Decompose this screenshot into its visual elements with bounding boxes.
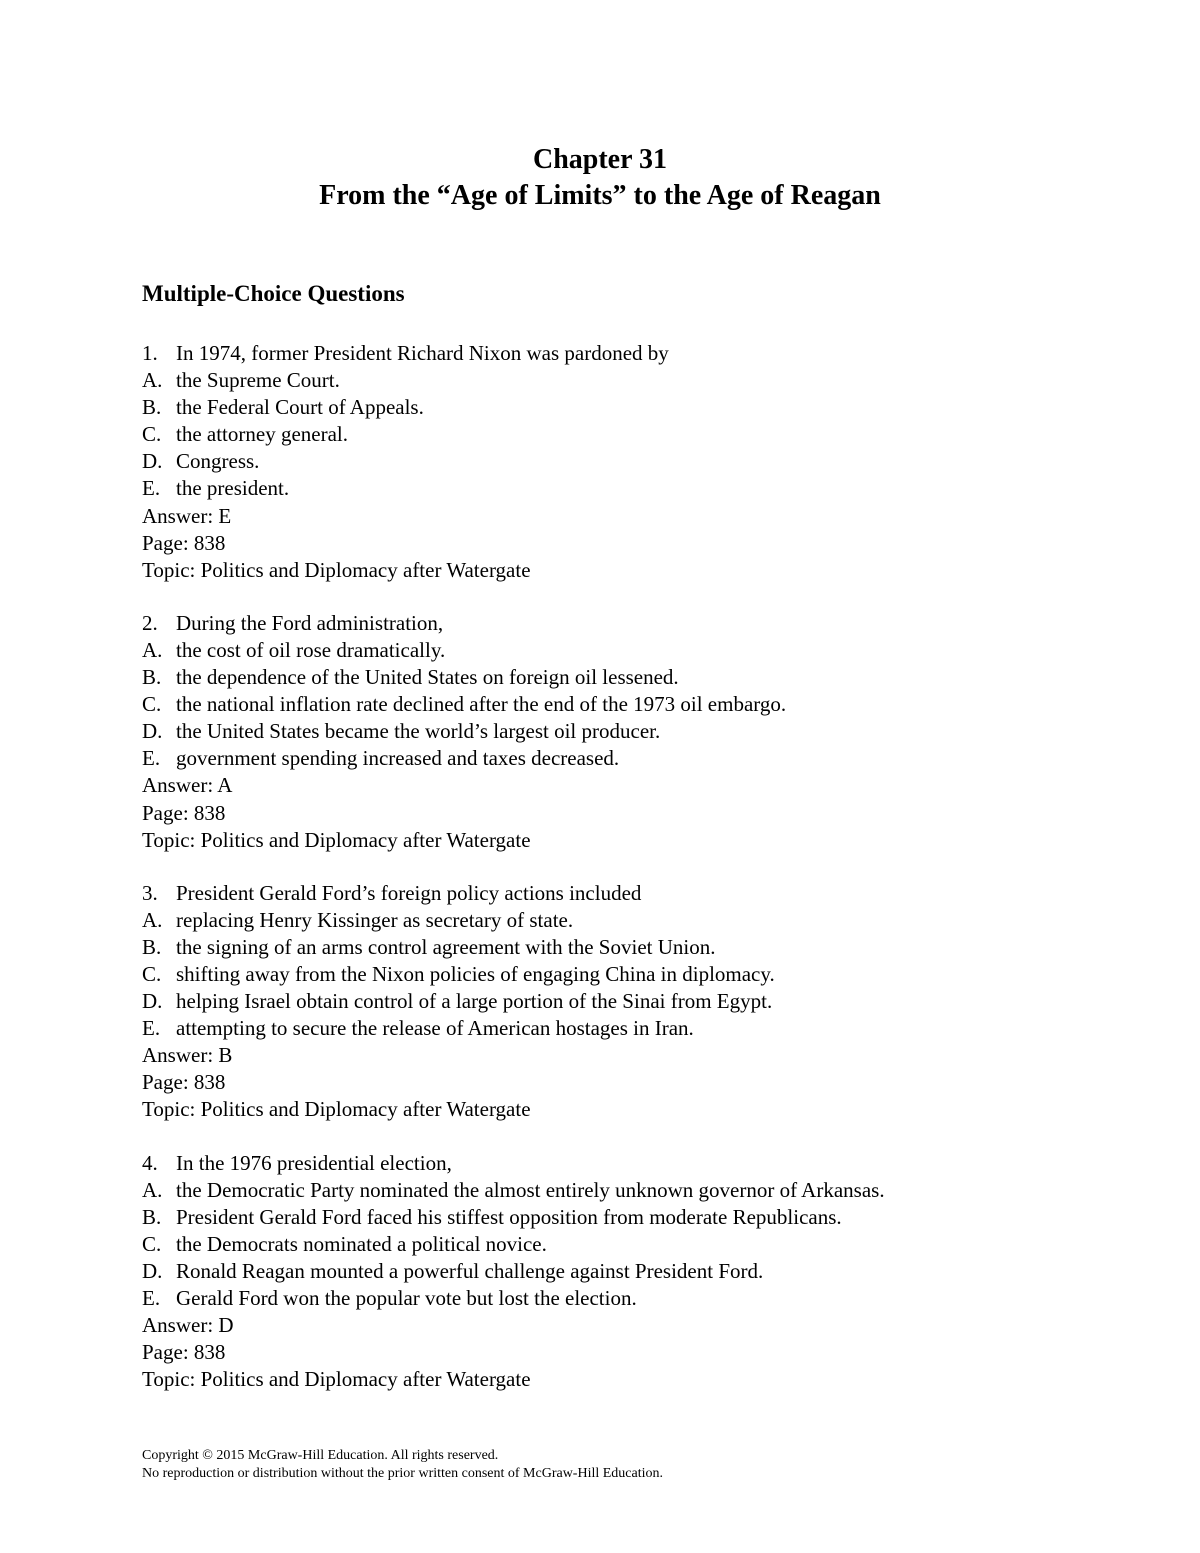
question-number: 1. bbox=[142, 341, 158, 365]
option-label: A. bbox=[142, 368, 163, 393]
option-e bbox=[142, 1285, 1102, 1312]
option-text: the Federal Court of Appeals. bbox=[176, 395, 424, 420]
option-a bbox=[142, 907, 1102, 934]
option-text: Ronald Reagan mounted a powerful challenge against President Ford. bbox=[176, 1258, 764, 1283]
question-3 bbox=[142, 880, 1102, 1124]
option-label: B. bbox=[142, 934, 162, 959]
option-label: D. bbox=[142, 1258, 163, 1283]
option-text: attempting to secure the release of American hostages in Iran. bbox=[176, 1016, 694, 1041]
option-e bbox=[142, 1015, 1102, 1042]
option-b bbox=[142, 1204, 1102, 1231]
option-c bbox=[142, 421, 1102, 448]
question-stem bbox=[142, 1150, 1102, 1177]
question-text: In the 1976 presidential election, bbox=[176, 1150, 452, 1175]
option-d bbox=[142, 718, 1102, 745]
option-label: A. bbox=[142, 907, 163, 932]
chapter-title: From the “Age of Limits” to the Age of Reagan bbox=[319, 180, 881, 211]
copyright-footer bbox=[142, 1447, 663, 1483]
option-text: shifting away from the Nixon policies of engaging China in diplomacy. bbox=[176, 961, 775, 986]
question-list bbox=[142, 340, 1102, 1419]
option-text: the national inflation rate declined after the end of the 1973 oil embargo. bbox=[176, 692, 787, 717]
copyright-line: Copyright © 2015 McGraw-Hill Education. All rights reserved. bbox=[142, 1448, 499, 1463]
question-stem bbox=[142, 610, 1102, 637]
option-text: the attorney general. bbox=[176, 422, 348, 447]
option-a bbox=[142, 637, 1102, 664]
option-d bbox=[142, 448, 1102, 475]
option-label: C. bbox=[142, 422, 162, 447]
option-label: A. bbox=[142, 1177, 163, 1202]
option-label: B. bbox=[142, 1204, 162, 1229]
option-b bbox=[142, 934, 1102, 961]
answer: Answer: A bbox=[142, 773, 233, 798]
question-number: 4. bbox=[142, 1150, 158, 1175]
question-stem bbox=[142, 880, 1102, 907]
option-text: the Supreme Court. bbox=[176, 368, 340, 393]
option-a bbox=[142, 1177, 1102, 1204]
option-d bbox=[142, 988, 1102, 1015]
page-reference: Page: 838 bbox=[142, 800, 226, 825]
option-d bbox=[142, 1258, 1102, 1285]
question-text: In 1974, former President Richard Nixon was pardoned by bbox=[176, 341, 669, 365]
question-number: 2. bbox=[142, 610, 158, 635]
option-text: the United States became the world’s largest oil producer. bbox=[176, 719, 661, 744]
option-text: the signing of an arms control agreement with the Soviet Union. bbox=[176, 934, 716, 959]
option-label: A. bbox=[142, 637, 163, 662]
answer: Answer: D bbox=[142, 1313, 234, 1338]
answer: Answer: B bbox=[142, 1043, 233, 1068]
reproduction-notice: No reproduction or distribution without the prior written consent of McGraw-Hill Education. bbox=[142, 1466, 664, 1481]
option-c bbox=[142, 961, 1102, 988]
option-text: replacing Henry Kissinger as secretary of state. bbox=[176, 907, 574, 932]
option-label: E. bbox=[142, 746, 161, 771]
option-label: C. bbox=[142, 692, 162, 717]
question-2 bbox=[142, 610, 1102, 854]
option-b bbox=[142, 394, 1102, 421]
option-label: C. bbox=[142, 1231, 162, 1256]
page-reference: Page: 838 bbox=[142, 1070, 226, 1095]
option-text: the cost of oil rose dramatically. bbox=[176, 637, 446, 662]
option-text: President Gerald Ford faced his stiffest opposition from moderate Republicans. bbox=[176, 1204, 842, 1229]
option-label: E. bbox=[142, 1286, 161, 1310]
question-text: President Gerald Ford’s foreign policy actions included bbox=[176, 880, 642, 905]
option-e bbox=[142, 745, 1102, 772]
option-label: B. bbox=[142, 665, 162, 690]
option-text: the dependence of the United States on foreign oil lessened. bbox=[176, 665, 679, 690]
option-e bbox=[142, 475, 1102, 502]
question-1 bbox=[142, 340, 1102, 584]
question-number: 3. bbox=[142, 880, 158, 905]
option-label: D. bbox=[142, 449, 163, 474]
chapter-number: Chapter 31 bbox=[532, 144, 668, 175]
page-reference: Page: 838 bbox=[142, 1340, 226, 1365]
topic: Topic: Politics and Diplomacy after Watergate bbox=[142, 827, 531, 852]
option-text: government spending increased and taxes decreased. bbox=[176, 746, 620, 771]
question-4 bbox=[142, 1150, 1102, 1394]
option-label: B. bbox=[142, 395, 162, 420]
option-text: the Democratic Party nominated the almost entirely unknown governor of Arkansas. bbox=[176, 1177, 885, 1202]
topic: Topic: Politics and Diplomacy after Watergate bbox=[142, 1367, 531, 1392]
section-heading: Multiple-Choice Questions bbox=[142, 281, 405, 306]
question-stem bbox=[142, 340, 1102, 367]
option-label: D. bbox=[142, 719, 163, 744]
option-text: Congress. bbox=[176, 449, 260, 474]
option-text: the president. bbox=[176, 476, 290, 501]
option-c bbox=[142, 1231, 1102, 1258]
answer: Answer: E bbox=[142, 503, 232, 528]
option-b bbox=[142, 664, 1102, 691]
option-label: E. bbox=[142, 1016, 161, 1041]
topic: Topic: Politics and Diplomacy after Watergate bbox=[142, 1097, 531, 1122]
option-text: the Democrats nominated a political novice. bbox=[176, 1231, 547, 1256]
title-block bbox=[0, 142, 1200, 214]
option-c bbox=[142, 691, 1102, 718]
option-text: Gerald Ford won the popular vote but lost the election. bbox=[176, 1286, 637, 1310]
option-a bbox=[142, 367, 1102, 394]
question-text: During the Ford administration, bbox=[176, 610, 444, 635]
option-label: E. bbox=[142, 476, 161, 501]
option-label: C. bbox=[142, 961, 162, 986]
topic: Topic: Politics and Diplomacy after Watergate bbox=[142, 557, 531, 582]
option-label: D. bbox=[142, 989, 163, 1014]
option-text: helping Israel obtain control of a large portion of the Sinai from Egypt. bbox=[176, 989, 773, 1014]
page-reference: Page: 838 bbox=[142, 530, 226, 555]
